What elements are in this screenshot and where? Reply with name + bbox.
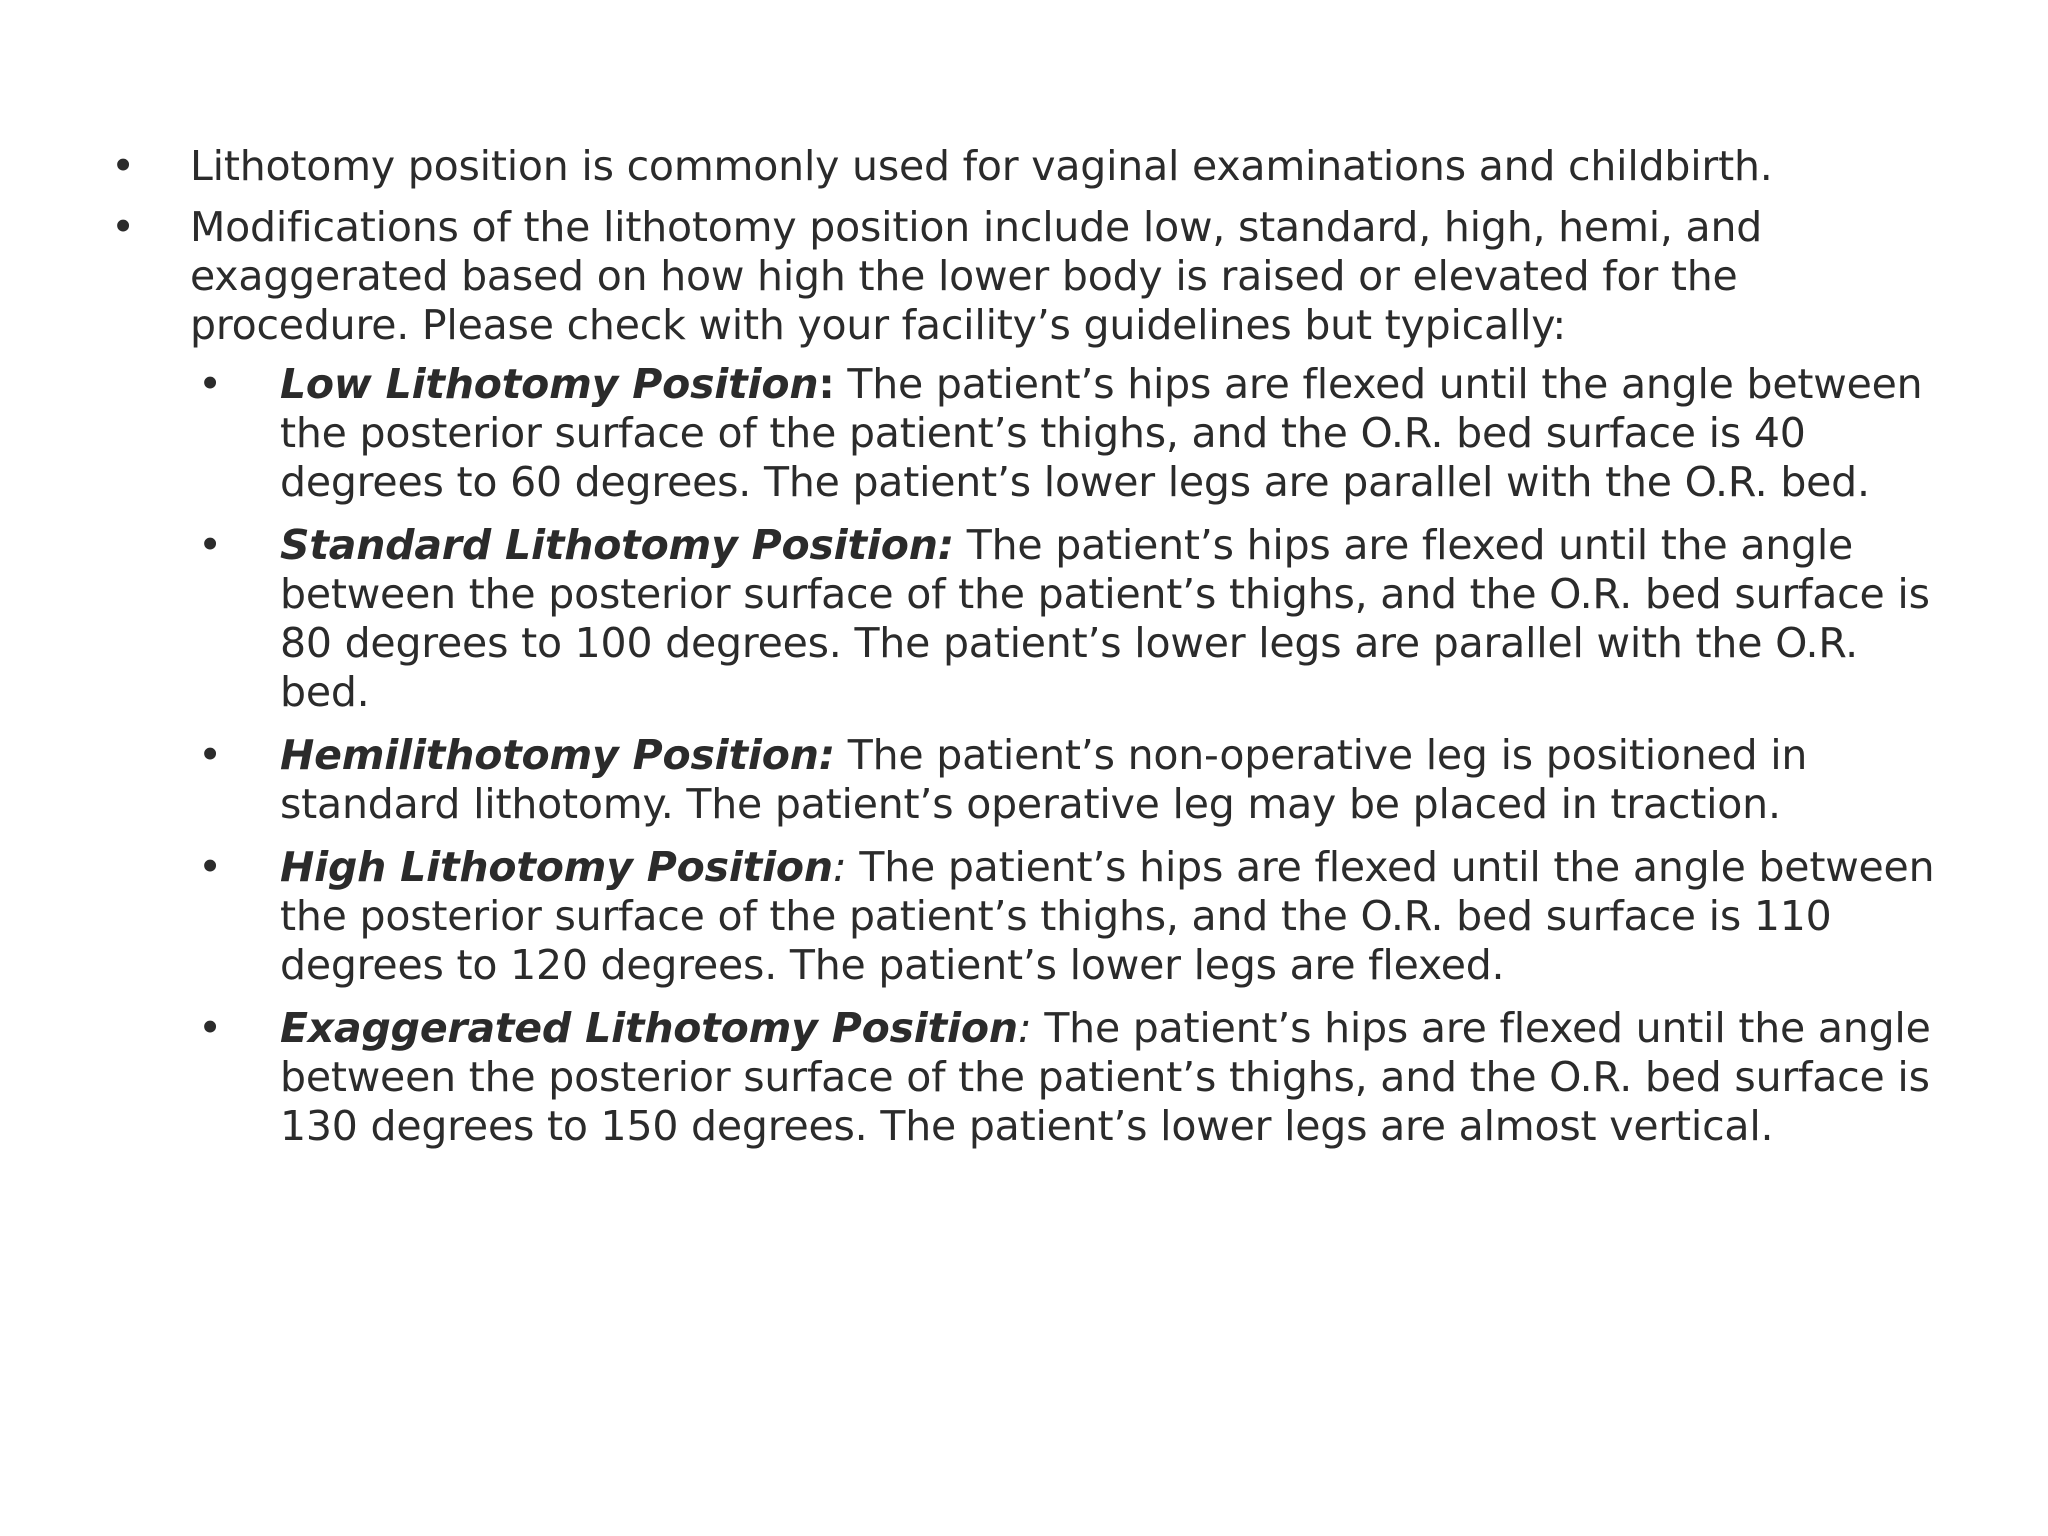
term-label: High Lithotomy Position: [280, 843, 833, 891]
bullet-icon: •: [198, 843, 222, 891]
bullet-icon: •: [111, 203, 135, 251]
sub-bullet-hemilithotomy: [190, 731, 1948, 829]
term-separator: :: [832, 843, 847, 891]
bullet-list: [108, 142, 1948, 1151]
bullet-text: Lithotomy position is commonly used for vaginal examinations and childbirth.: [190, 142, 1773, 190]
term-description: The patient’s non-operative leg is positioned in standard lithotomy. The patient’s operative leg may be placed in traction.: [280, 731, 1808, 828]
bullet-text: Modifications of the lithotomy position include low, standard, high, hemi, and exaggerated based on how high the lower body is raised or elevated for the procedure. Please check with your facility’s guidelines but typically:: [190, 203, 1763, 349]
slide-body: [108, 142, 1948, 1165]
sub-bullet-exaggerated-lithotomy: [190, 1004, 1948, 1151]
sub-bullet-low-lithotomy: [190, 360, 1948, 507]
sub-bullet-list: [190, 360, 1948, 1151]
bullet-icon: •: [198, 360, 222, 408]
sub-bullet-standard-lithotomy: [190, 521, 1948, 717]
bullet-icon: •: [111, 142, 135, 190]
bullet-item-modifications: [108, 203, 1948, 1151]
bullet-icon: •: [198, 731, 222, 779]
term-description: The patient’s hips are flexed until the angle between the posterior surface of the patient’s thighs, and the O.R. bed surface is 80 degrees to 100 degrees. The patient’s lower legs are parallel with the O.R. bed.: [280, 521, 1930, 716]
term-label: Hemilithotomy Position:: [280, 731, 835, 779]
bullet-icon: •: [198, 1004, 222, 1052]
bullet-item-lithotomy-use: [108, 142, 1948, 191]
term-description: The patient’s hips are flexed until the angle between the posterior surface of the patient’s thighs, and the O.R. bed surface is 130 degrees to 150 degrees. The patient’s lower legs are almost vertical.: [280, 1004, 1931, 1150]
term-separator: :: [818, 360, 835, 408]
term-label: Exaggerated Lithotomy Position: [280, 1004, 1018, 1052]
sub-bullet-high-lithotomy: [190, 843, 1948, 990]
term-label: Low Lithotomy Position: [280, 360, 819, 408]
bullet-icon: •: [198, 521, 222, 569]
term-separator: :: [1017, 1004, 1032, 1052]
term-description: The patient’s hips are flexed until the angle between the posterior surface of the patient’s thighs, and the O.R. bed surface is 40 degrees to 60 degrees. The patient’s lower legs are parallel with the O.R. bed.: [280, 360, 1923, 506]
term-description: The patient’s hips are flexed until the angle between the posterior surface of the patient’s thighs, and the O.R. bed surface is 110 degrees to 120 degrees. The patient’s lower legs are flexed.: [280, 843, 1935, 989]
term-label: Standard Lithotomy Position:: [280, 521, 954, 569]
